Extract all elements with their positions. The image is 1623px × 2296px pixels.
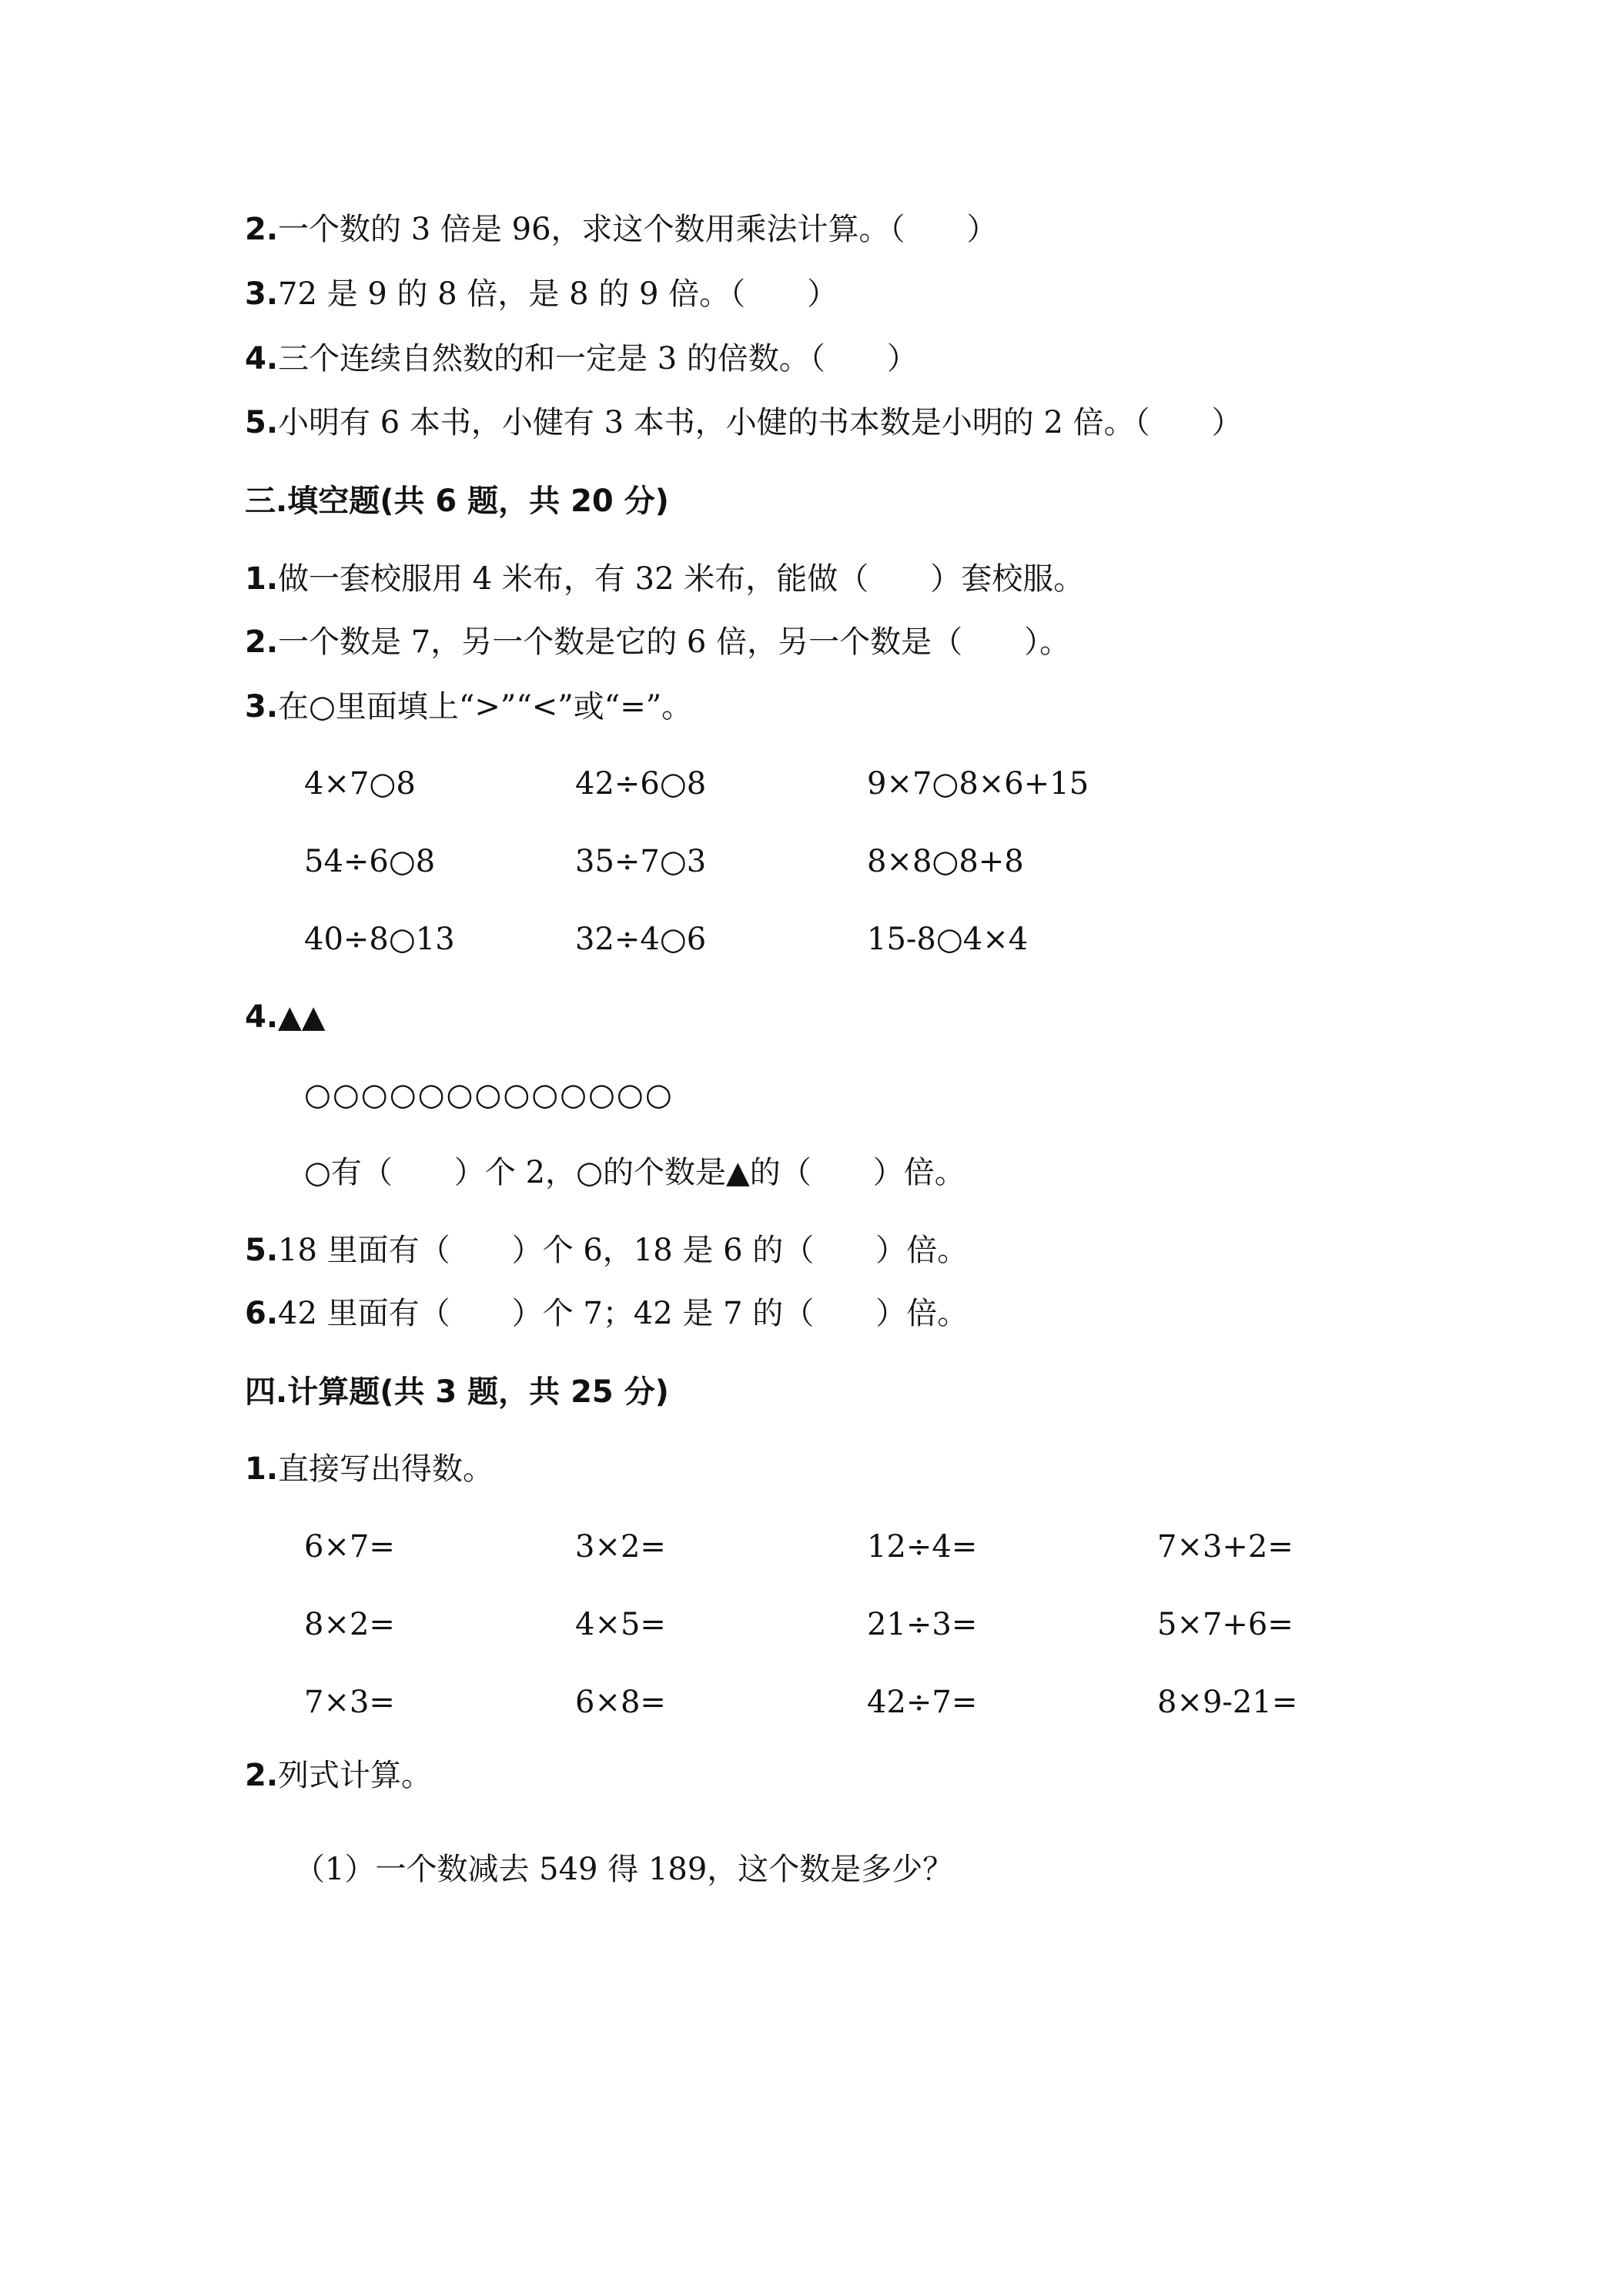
section-fill-heading: 三.填空题(共 6 题，共 20 分) bbox=[245, 484, 669, 519]
fill-question-2 bbox=[245, 622, 1070, 662]
item-text: 18 里面有（ ）个 6，18 是 6 的（ ）倍。 bbox=[278, 1233, 969, 1268]
compare-cell: 54÷6○8 bbox=[304, 844, 436, 879]
fill-question-5 bbox=[245, 1230, 968, 1270]
item-text: 做一套校服用 4 米布，有 32 米布，能做（ ）套校服。 bbox=[278, 561, 1085, 597]
compare-cell: 9×7○8×6+15 bbox=[867, 766, 1089, 802]
fill-question-4-text: ○有（ ）个 2，○的个数是▲的（ ）倍。 bbox=[304, 1155, 965, 1190]
item-text: 在○里面填上“>”“<”或“=”。 bbox=[278, 689, 693, 725]
calc-cell: 4×5= bbox=[575, 1607, 666, 1642]
item-text: 小明有 6 本书，小健有 3 本书，小健的书本数是小明的 2 倍。（ ） bbox=[278, 405, 1243, 440]
section-calc-heading: 四.计算题(共 3 题，共 25 分) bbox=[245, 1374, 669, 1410]
judge-item-4 bbox=[245, 339, 918, 379]
calc-cell: 42÷7= bbox=[867, 1685, 978, 1720]
circle-shapes: ○○○○○○○○○○○○○ bbox=[304, 1077, 674, 1113]
fill-question-4 bbox=[245, 997, 326, 1037]
item-number: 2. bbox=[245, 212, 279, 247]
calc-cell: 21÷3= bbox=[867, 1607, 978, 1642]
item-number: 5. bbox=[245, 405, 279, 440]
item-number: 4. bbox=[245, 999, 279, 1035]
calc-cell: 5×7+6= bbox=[1157, 1607, 1293, 1642]
item-number: 2. bbox=[245, 624, 279, 660]
compare-cell: 15-8○4×4 bbox=[867, 922, 1029, 957]
item-number: 3. bbox=[245, 276, 279, 312]
item-text: 列式计算。 bbox=[278, 1758, 433, 1793]
calc-cell: 6×7= bbox=[304, 1529, 395, 1565]
item-text: 一个数是 7，另一个数是它的 6 倍，另一个数是（ ）。 bbox=[278, 624, 1071, 660]
item-number: 4. bbox=[245, 341, 279, 377]
fill-question-6 bbox=[245, 1294, 968, 1334]
calc-cell: 8×9-21= bbox=[1157, 1685, 1298, 1720]
item-number: 6. bbox=[245, 1296, 279, 1331]
item-number: 2. bbox=[245, 1758, 279, 1793]
item-text: 直接写出得数。 bbox=[278, 1451, 494, 1487]
calc-cell: 7×3= bbox=[304, 1685, 395, 1720]
calc-cell: 3×2= bbox=[575, 1529, 666, 1565]
item-number: 1. bbox=[245, 1451, 279, 1487]
item-number: 3. bbox=[245, 689, 279, 725]
item-number: 5. bbox=[245, 1233, 279, 1268]
compare-cell: 40÷8○13 bbox=[304, 922, 455, 957]
calc-question-2 bbox=[245, 1755, 432, 1796]
compare-cell: 35÷7○3 bbox=[575, 844, 707, 879]
item-text: 72 是 9 的 8 倍，是 8 的 9 倍。（ ） bbox=[278, 276, 838, 312]
item-text: 42 里面有（ ）个 7；42 是 7 的（ ）倍。 bbox=[278, 1296, 969, 1331]
item-text: 一个数的 3 倍是 96，求这个数用乘法计算。（ ） bbox=[278, 212, 998, 247]
triangle-shapes: ▲▲ bbox=[278, 999, 326, 1035]
compare-cell: 8×8○8+8 bbox=[867, 844, 1024, 879]
calc-cell: 12÷4= bbox=[867, 1529, 978, 1565]
judge-item-3 bbox=[245, 274, 838, 314]
calc-cell: 8×2= bbox=[304, 1607, 395, 1642]
compare-cell: 42÷6○8 bbox=[575, 766, 707, 802]
fill-question-3 bbox=[245, 687, 692, 727]
item-number: 1. bbox=[245, 561, 279, 597]
calc-question-1 bbox=[245, 1449, 494, 1489]
calc-cell: 7×3+2= bbox=[1157, 1529, 1293, 1565]
compare-cell: 32÷4○6 bbox=[575, 922, 707, 957]
fill-question-1 bbox=[245, 559, 1084, 599]
compare-cell: 4×7○8 bbox=[304, 766, 416, 802]
calc-cell: 6×8= bbox=[575, 1685, 666, 1720]
calc-question-2-sub: （1）一个数减去 549 得 189，这个数是多少？ bbox=[294, 1852, 954, 1887]
judge-item-5 bbox=[245, 403, 1243, 443]
judge-item-2 bbox=[245, 209, 998, 249]
item-text: 三个连续自然数的和一定是 3 的倍数。（ ） bbox=[278, 341, 918, 377]
